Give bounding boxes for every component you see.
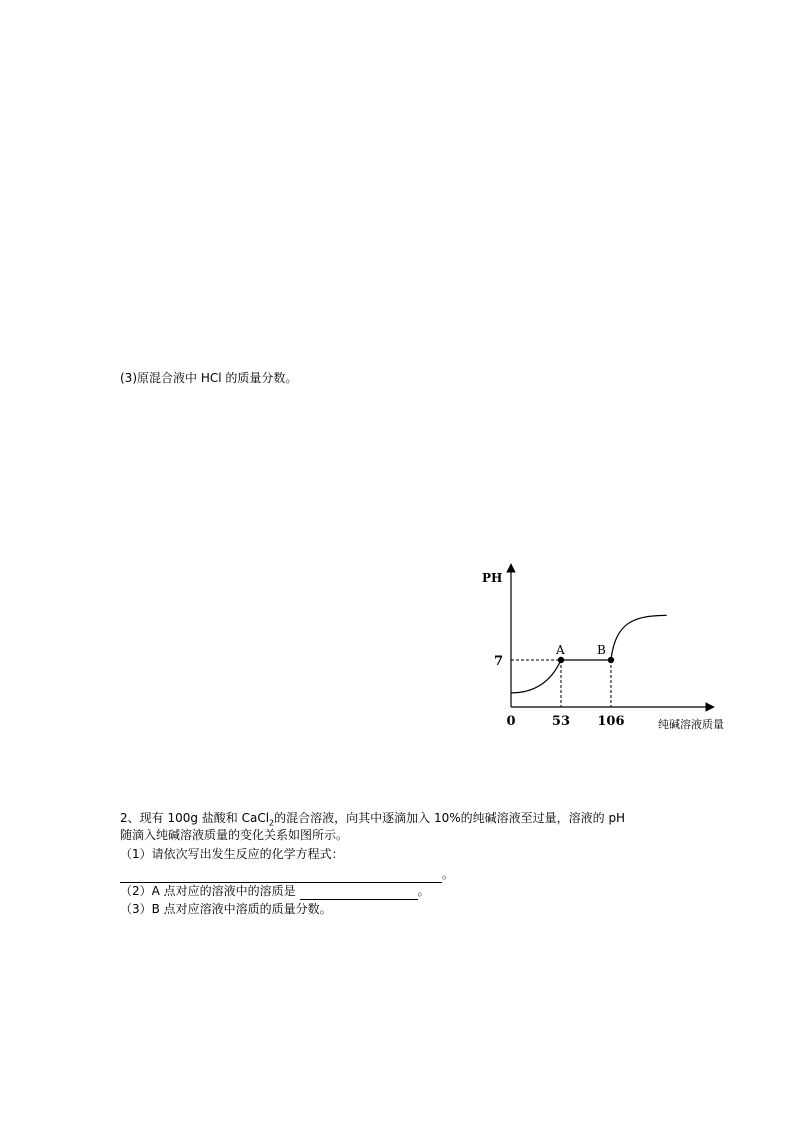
stem-text-2: 的混合溶液，向其中逐滴加入 10%的纯碱溶液至过量，溶液的 pH — [274, 811, 626, 825]
x-tick-label-53: 53 — [551, 714, 571, 729]
y-tick-label-7: 7 — [494, 654, 504, 669]
answer-blank-2[interactable] — [300, 885, 418, 900]
question-2-part-2 — [120, 883, 430, 900]
answer-end-1: 。 — [442, 867, 455, 881]
stem-subscript: 2 — [269, 818, 275, 828]
point-b — [608, 657, 614, 663]
answer-blank-1[interactable] — [120, 868, 442, 883]
question-part-3: (3)原混合液中 HCl 的质量分数。 — [120, 371, 298, 385]
x-axis-label: 纯碱溶液质量 — [658, 718, 724, 731]
curve-segment-3 — [611, 615, 667, 660]
y-axis-label: PH — [482, 571, 503, 585]
stem-text-1: 2、现有 100g 盐酸和 CaCl — [120, 811, 270, 825]
question-2-part-1: （1）请依次写出发生反应的化学方程式： — [120, 847, 344, 861]
part-2-text: （2）A 点对应的溶液中的溶质是 — [120, 884, 296, 898]
ph-chart — [470, 555, 740, 745]
answer-end-2: 。 — [417, 884, 430, 898]
point-a — [558, 657, 564, 663]
answer-line-1 — [120, 866, 454, 883]
question-2-stem-cont: 随滴入纯碱溶液质量的变化关系如图所示。 — [120, 828, 349, 842]
curve-segment-1 — [511, 660, 561, 693]
x-tick-label-106: 106 — [597, 714, 625, 729]
question-2-part-3: （3）B 点对应溶液中溶质的质量分数。 — [120, 902, 332, 916]
point-label-b: B — [596, 643, 606, 657]
x-tick-label-0: 0 — [506, 714, 516, 729]
point-label-a: A — [555, 643, 565, 657]
